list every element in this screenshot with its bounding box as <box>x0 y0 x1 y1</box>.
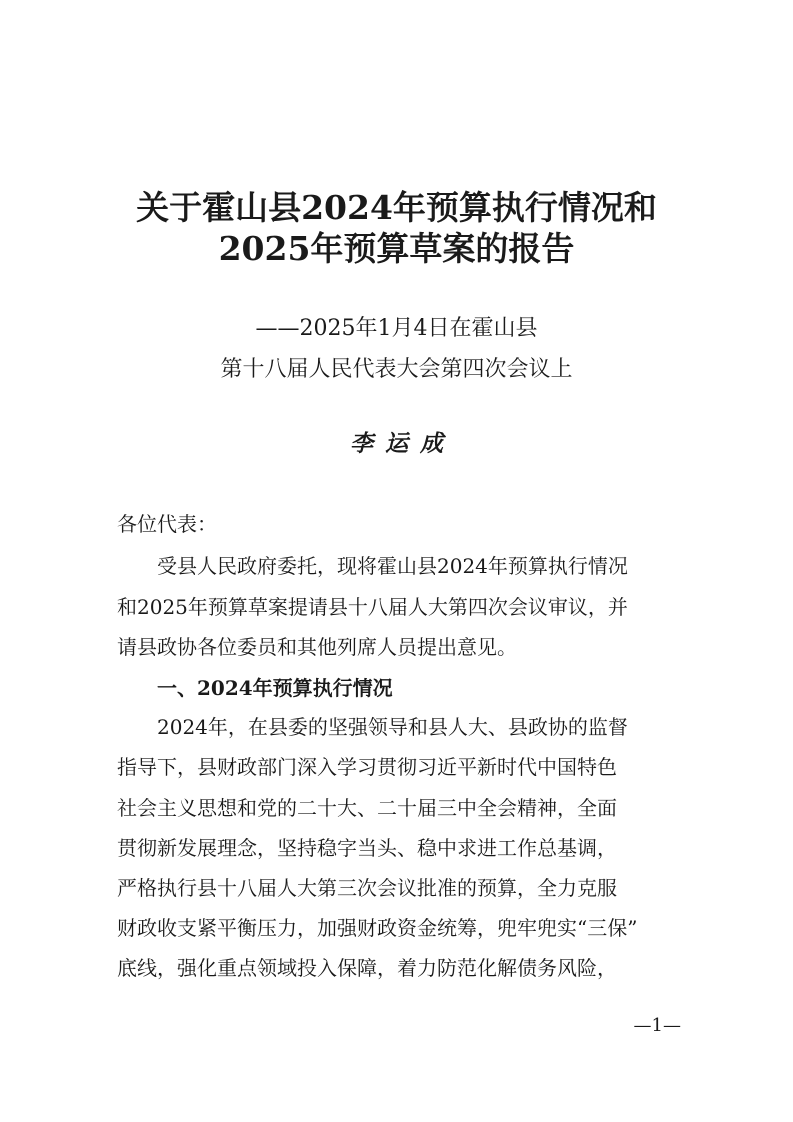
intro-line-1: 受县人民政府委托，现将霍山县2024年预算执行情况 <box>157 554 628 578</box>
report-title-line-1: 关于霍山县2024年预算执行情况和 <box>136 188 657 227</box>
subtitle-line-1: ——2025年1月4日在霍山县 <box>255 316 538 341</box>
section-1-line-7: 底线，强化重点领域投入保障，着力防范化解债务风险， <box>117 956 617 980</box>
section-1-line-5: 严格执行县十八届人大第三次会议批准的预算，全力克服 <box>117 876 617 900</box>
subtitle-line-2: 第十八届人民代表大会第四次会议上 <box>220 357 573 382</box>
section-1-line-6: 财政收支紧平衡压力，加强财政资金统筹，兜牢兜实“三保” <box>117 916 638 940</box>
page-number: —1— <box>633 1015 681 1036</box>
section-1-line-1: 2024年，在县委的坚强领导和县人大、县政协的监督 <box>157 715 628 739</box>
intro-line-2: 和2025年预算草案提请县十八届人大第四次会议审议，并 <box>117 595 628 619</box>
section-1-heading: 一、2024年预算执行情况 <box>157 676 393 700</box>
intro-line-3: 请县政协各位委员和其他列席人员提出意见。 <box>117 635 517 659</box>
section-1-line-4: 贯彻新发展理念，坚持稳字当头、稳中求进工作总基调， <box>117 836 617 860</box>
report-title-line-2: 2025年预算草案的报告 <box>218 229 575 268</box>
section-1-line-2: 指导下，县财政部门深入学习贯彻习近平新时代中国特色 <box>117 755 617 779</box>
salutation: 各位代表： <box>117 512 217 536</box>
section-1-line-3: 社会主义思想和党的二十大、二十届三中全会精神，全面 <box>117 796 617 820</box>
author-name: 李运成 <box>350 430 455 457</box>
